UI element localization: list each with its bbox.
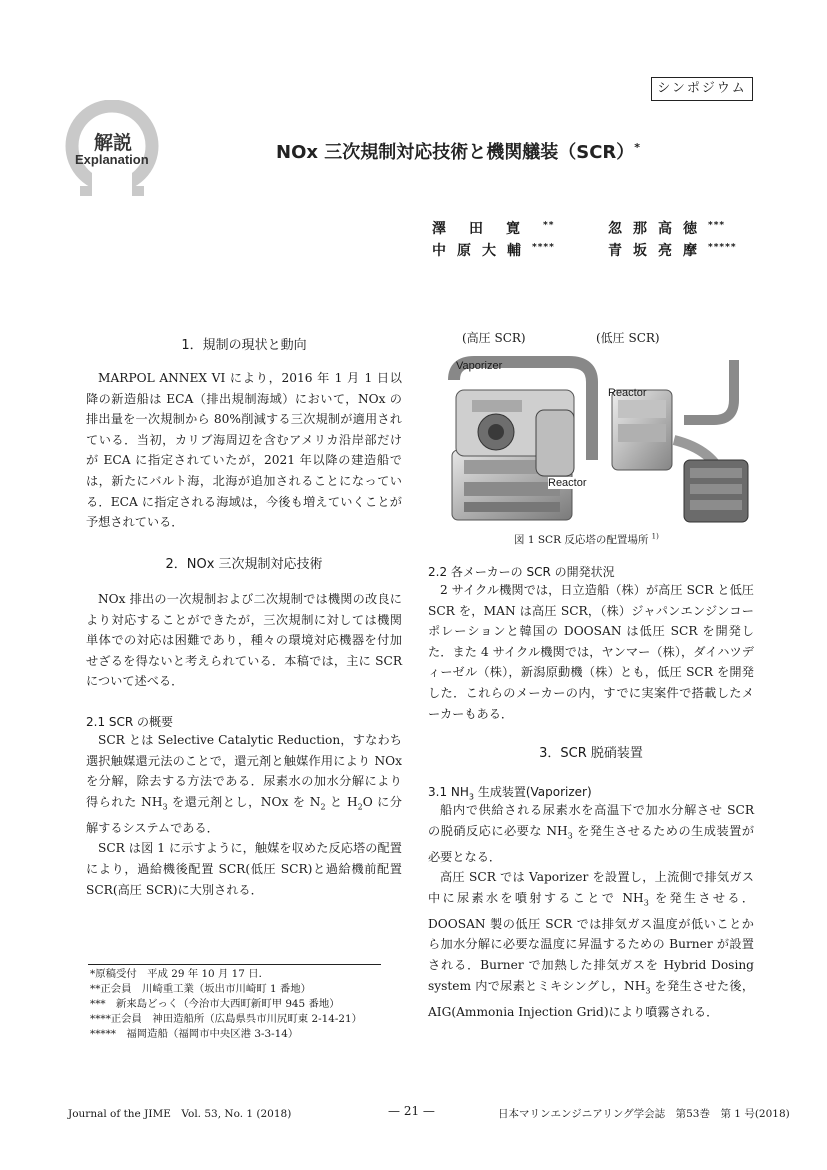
footnote: ****正会員 神田造船所（広島県呉市川尻町東 2-14-21） [90,1013,362,1025]
section-3-heading: 3．SCR 脱硝装置 [539,746,643,761]
figure-label-low: (低圧 SCR) [596,331,660,345]
section-2-body [86,589,402,692]
footnote: *原稿受付 平成 29 年 10 月 17 日． [90,968,269,980]
figure-caption: 図 1 SCR 反応塔の配置場所 $^{1)}$ [514,532,659,546]
footnote-divider [88,964,381,965]
author-mark: **** [532,242,555,253]
author-4 [608,240,737,260]
paragraph: 船内で供給される尿素水を高温下で加水分解させ SCR の脱硝反応に必要な $NH_3$ を発生させるための生成装置が必要となる． [428,803,755,864]
author-2 [608,218,725,238]
section-3-1-body [428,800,754,1022]
paragraph: MARPOL ANNEX VI により，2016 年 1 月 1 日以降の新造船は ECA（排出規制海域）において，NOx の排出量を一次規制から 80%削減する三次規制が適用されている．当初，カリブ海周辺を含むアメリカ沿岸部だけが ECA に指定されていたが，2021 年以降の建造船では，新たにバルト海，北海が追加されることになっている．ECA に指定される海域は，今後も増えていくことが予想されている． [86,371,402,530]
paragraph: SCR は図 1 に示すように，触媒を収めた反応塔の配置により，過給機後配置 SCR(低圧 SCR)と過給機前配置 SCR(高圧 SCR)に大別される． [86,841,402,897]
author-name: 忽那高徳 [608,221,708,237]
reactor-label-high: Reactor [548,477,587,489]
author-3 [432,240,555,260]
section-3-1-heading: 3.1 $NH_3$ 生成装置(Vaporizer) [428,785,592,802]
author-1 [432,218,554,238]
paragraph: 2 サイクル機関では，日立造船（株）が高圧 SCR と低圧 SCR を，MAN は高圧 SCR，（株）ジャパンエンジンコーポレーションと韓国の DOOSAN は低圧 SCR を開発した．また 4 サイクル機関では，ヤンマー（株），ダイハツディーゼル（株），新潟原動機（株）とも，低圧 SCR を開発した．これらのメーカーの内，すでに実案件で搭載したメーカーもある． [428,583,754,721]
low-pressure-scr-illustration [604,350,754,525]
high-pressure-scr-illustration [434,350,604,525]
category-tag: シンポジウム [651,77,753,101]
paragraph: SCR とは Selective Catalytic Reduction，すなわち選択触媒還元法のことで，還元剤と触媒作用により NOx を分解，除去する方法である．尿素水の加水分解により得られた $NH_3$ を還元剤とし，NOx を $N_2$ と $H_2O$ に分解するシステムである． [86,733,402,835]
vaporizer-label: Vaporizer [456,360,503,372]
author-name: 青坂亮摩 [608,243,708,259]
title-mark: * [634,141,641,154]
paragraph: NOx 排出の一次規制および二次規制では機関の改良により対応することができたが，三次規制に対しては機関単体での対応は困難であり，種々の環境対応機器を付加せざるを得ないと考えられている．本稿では，主に SCR について述べる． [86,592,402,689]
paragraph: 高圧 SCR では Vaporizer を設置し，上流側で排気ガス中に尿素水を噴射することで $NH_3$ を発生させる．DOOSAN 製の低圧 SCR では排気ガス温度が低いことから加水分解に必要な温度に昇温するための Burner が設置される．Burner で加熱した排気ガスを Hybrid Dosing system 内で尿素とミキシングし，$NH_3$ を発生させた後，AIG(Ammonia Injection Grid)により噴霧される． [428,870,755,1019]
footer-journal-ja: 日本マリンエンジニアリング学会誌 第53巻 第 1 号(2018) [498,1108,790,1120]
paper-title [276,138,640,164]
section-2-1-body [86,730,402,900]
badge-label-ja: 解説 [94,132,133,154]
section-1-heading: 1．規制の現状と動向 [181,338,307,353]
author-name: 中原大輔 [432,243,532,259]
author-mark: ***** [708,242,737,253]
section-2-1-heading: 2.1 SCR の概要 [86,715,174,729]
reactor-label-low: Reactor [608,387,647,399]
section-2-2-body [428,580,754,724]
section-2-heading: 2．NOx 三次規制対応技術 [165,557,323,572]
footnote: *** 新来島どっく（今治市大西町新町甲 945 番地） [90,998,340,1010]
author-mark: *** [708,220,726,231]
figure-label-high: (高圧 SCR) [462,331,526,345]
author-mark: ** [543,220,555,231]
section-2-2-heading: 2.2 各メーカーの SCR の開発状況 [428,565,615,579]
footnotes [90,967,362,1042]
author-name: 澤田寛 [432,221,543,237]
section-1-body [86,368,402,533]
page-number: — 21 — [388,1104,435,1118]
badge-label-en: Explanation [75,152,149,167]
footnote: **正会員 川崎重工業（坂出市川崎町 1 番地） [90,983,312,995]
footnote: ***** 福岡造船（福岡市中央区港 3-3-14） [90,1028,299,1040]
title-text: NOx 三次規制対応技術と機関艤装（SCR） [276,142,635,163]
footer-journal: Journal of the JIME Vol. 53, No. 1 (2018) [68,1108,292,1120]
